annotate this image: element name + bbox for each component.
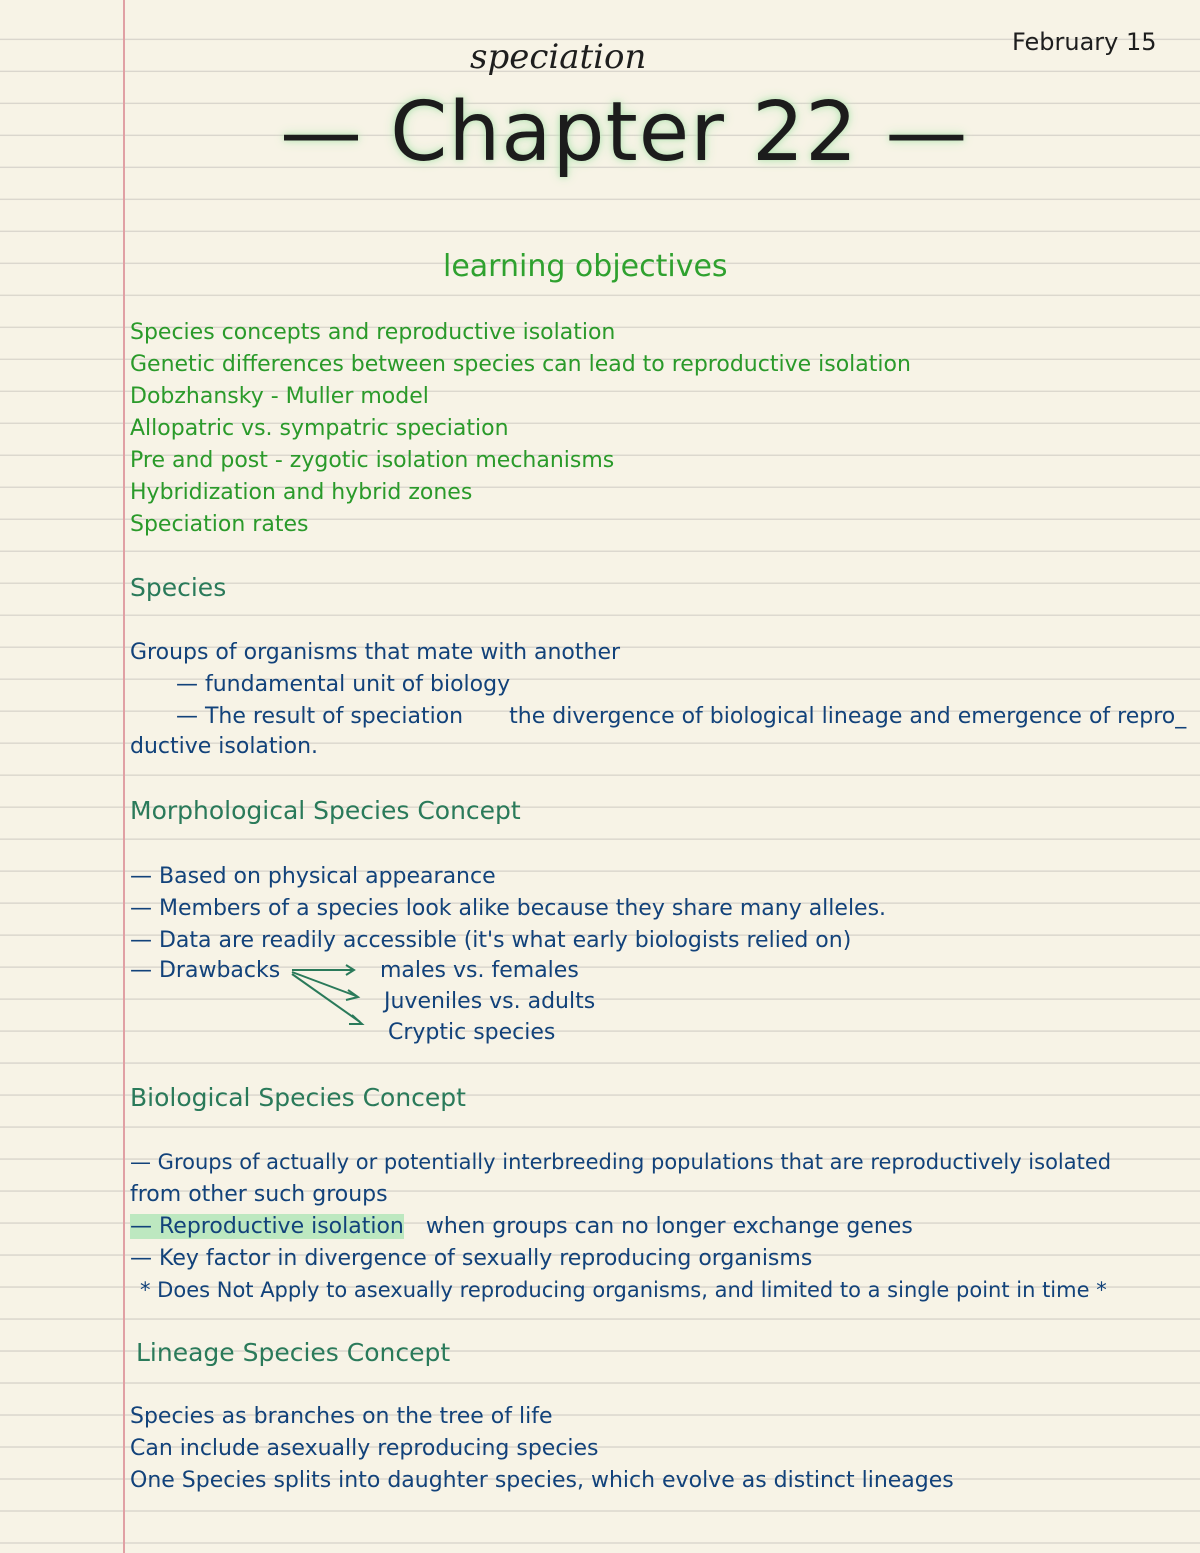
biological-line: — Groups of actually or potentially interbreeding populations that are reproductively isolated	[130, 1150, 1112, 1174]
drawback-item: Juveniles vs. adults	[384, 989, 596, 1014]
objective-item: Species concepts and reproductive isolation	[130, 320, 616, 345]
lineage-item: Can include asexually reproducing species	[130, 1436, 599, 1461]
lineage-item: Species as branches on the tree of life	[130, 1404, 553, 1429]
morphological-item: — Members of a species look alike because they share many alleles.	[130, 896, 887, 921]
margin-line	[123, 0, 125, 1553]
lineage-item: One Species splits into daughter species, which evolve as distinct lineages	[130, 1468, 954, 1493]
drawbacks-arrows	[286, 958, 376, 1038]
biological-line: — Key factor in divergence of sexually reproducing organisms	[130, 1246, 813, 1271]
biological-note: * Does Not Apply to asexually reproducing organisms, and limited to a single point in time *	[140, 1278, 1107, 1302]
objective-item: Allopatric vs. sympatric speciation	[130, 416, 509, 441]
objectives-heading: learning objectives	[443, 249, 728, 284]
highlighted-term: — Reproductive isolation	[130, 1214, 404, 1239]
objective-item: Pre and post - zygotic isolation mechanisms	[130, 448, 615, 473]
biological-line: from other such groups	[130, 1182, 388, 1207]
biological-line-part: when groups can no longer exchange genes	[425, 1214, 913, 1239]
morphological-item: — Data are readily accessible (it's what early biologists relied on)	[130, 928, 852, 953]
species-line: — fundamental unit of biology	[176, 672, 511, 697]
biological-line	[130, 1216, 913, 1238]
species-line: ductive isolation.	[130, 734, 319, 759]
objective-item: Hybridization and hybrid zones	[130, 480, 473, 505]
morphological-item: — Based on physical appearance	[130, 864, 496, 889]
arrow-line	[292, 974, 360, 1022]
morphological-item: — Drawbacks	[130, 958, 281, 983]
species-line-part: — The result of speciation	[176, 704, 464, 729]
species-line	[176, 706, 1186, 728]
topic-title: speciation	[470, 37, 647, 77]
chapter-title: — Chapter 22 —	[280, 85, 969, 180]
objective-item: Speciation rates	[130, 512, 309, 537]
biological-heading: Biological Species Concept	[130, 1083, 466, 1112]
lineage-heading: Lineage Species Concept	[136, 1338, 451, 1367]
drawback-item: Cryptic species	[388, 1020, 556, 1045]
species-line-part: the divergence of biological lineage and emergence of repro_	[509, 704, 1187, 729]
page-date: February 15	[1012, 28, 1157, 56]
objective-item: Dobzhansky - Muller model	[130, 384, 429, 409]
objective-item: Genetic differences between species can lead to reproductive isolation	[130, 352, 911, 377]
morphological-heading: Morphological Species Concept	[130, 796, 521, 825]
species-heading: Species	[130, 573, 227, 602]
drawback-item: males vs. females	[380, 958, 579, 983]
species-line: Groups of organisms that mate with another	[130, 640, 621, 665]
